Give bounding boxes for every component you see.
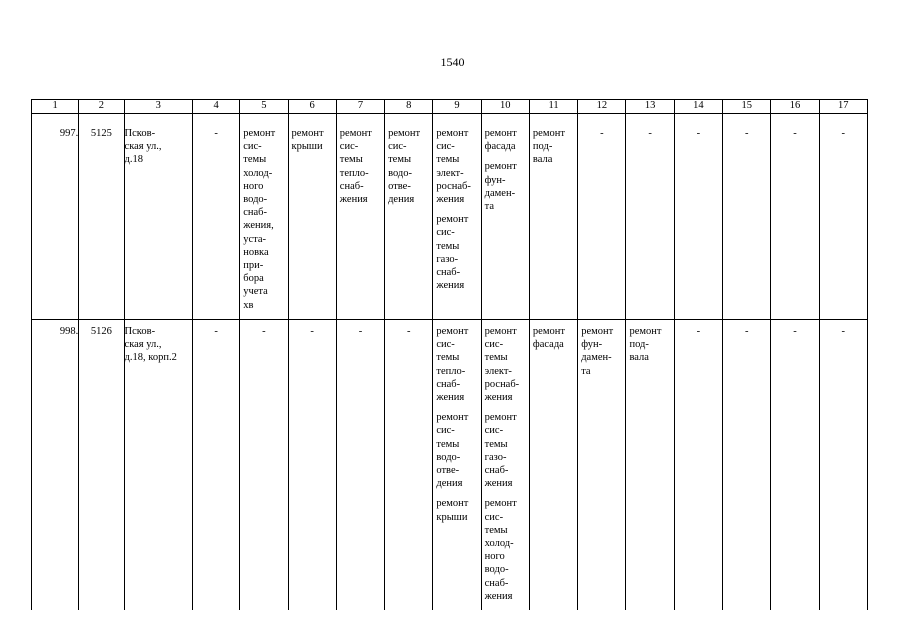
work-item: ремонт сис- темы элект- роснаб- жения [484, 326, 520, 404]
table-row [32, 320, 868, 611]
empty-cell: - [819, 320, 867, 611]
header-row [32, 100, 868, 114]
work-item: ремонт под- вала [629, 326, 662, 364]
work-item: ремонт сис- темы водо- отве- дения [436, 412, 469, 490]
empty-cell: - [723, 114, 771, 320]
col-header: 15 [723, 100, 771, 114]
empty-cell: - [288, 320, 336, 611]
work-cell [481, 320, 529, 611]
building-code: 5126 [79, 320, 124, 611]
repair-schedule-table [31, 99, 868, 610]
work-cell [385, 114, 433, 320]
work-item: ремонт фасада [532, 326, 565, 351]
work-item: ремонт сис- темы тепло- снаб- жения [436, 326, 469, 404]
col-header: 17 [819, 100, 867, 114]
empty-cell: - [385, 320, 433, 611]
col-header: 8 [385, 100, 433, 114]
empty-cell: - [192, 114, 239, 320]
building-code: 5125 [79, 114, 124, 320]
empty-cell: - [336, 320, 384, 611]
work-cell [433, 114, 481, 320]
empty-cell: - [192, 320, 239, 611]
col-header: 11 [529, 100, 577, 114]
work-cell [433, 320, 481, 611]
col-header: 4 [192, 100, 239, 114]
work-cell [578, 320, 626, 611]
work-cell [336, 114, 384, 320]
work-item: ремонт фун- дамен- та [581, 326, 614, 377]
table-row [32, 114, 868, 320]
col-header: 6 [288, 100, 336, 114]
address-cell: Псков- ская ул., д.18, корп.2 [124, 320, 192, 611]
work-item: ремонт сис- темы газо- снаб- жения [484, 412, 517, 490]
work-cell [481, 114, 529, 320]
col-header: 5 [240, 100, 288, 114]
empty-cell: - [819, 114, 867, 320]
empty-cell: - [674, 114, 722, 320]
empty-cell: - [723, 320, 771, 611]
work-item: ремонт фасада [484, 128, 517, 153]
work-cell [529, 320, 577, 611]
work-item: ремонт сис- темы газо- снаб- жения [436, 214, 469, 292]
col-header: 10 [481, 100, 529, 114]
work-cell [626, 320, 674, 611]
work-item: ремонт крыши [291, 128, 324, 153]
col-header: 1 [32, 100, 79, 114]
empty-cell: - [674, 320, 722, 611]
empty-cell: - [771, 114, 819, 320]
page-number: 1540 [440, 55, 465, 69]
empty-cell: - [240, 320, 288, 611]
work-cell [529, 114, 577, 320]
col-header: 12 [578, 100, 626, 114]
work-item: ремонт крыши [436, 498, 469, 523]
row-number: 998. [32, 320, 79, 611]
row-number: 997. [32, 114, 79, 320]
work-item: ремонт сис- темы водо- отве- дения [388, 128, 421, 206]
col-header: 2 [79, 100, 124, 114]
address-cell: Псков- ская ул., д.18 [124, 114, 192, 320]
work-item: ремонт фун- дамен- та [484, 161, 517, 213]
work-cell [288, 114, 336, 320]
work-item: ремонт сис- темы тепло- снаб- жения [339, 128, 372, 206]
work-cell [240, 114, 288, 320]
col-header: 7 [336, 100, 384, 114]
col-header: 9 [433, 100, 481, 114]
empty-cell: - [626, 114, 674, 320]
col-header: 14 [674, 100, 722, 114]
work-item: ремонт сис- темы холод- ного водо- снаб- жения [484, 498, 517, 602]
work-item: ремонт сис- темы холод- ного водо- снаб- жения, уста- новка при- бора учета хв [243, 128, 276, 311]
col-header: 13 [626, 100, 674, 114]
col-header: 16 [771, 100, 819, 114]
col-header: 3 [124, 100, 192, 114]
empty-cell: - [771, 320, 819, 611]
work-item: ремонт под- вала [532, 128, 565, 166]
empty-cell: - [578, 114, 626, 320]
work-item: ремонт сис- темы элект- роснаб- жения [436, 128, 471, 206]
